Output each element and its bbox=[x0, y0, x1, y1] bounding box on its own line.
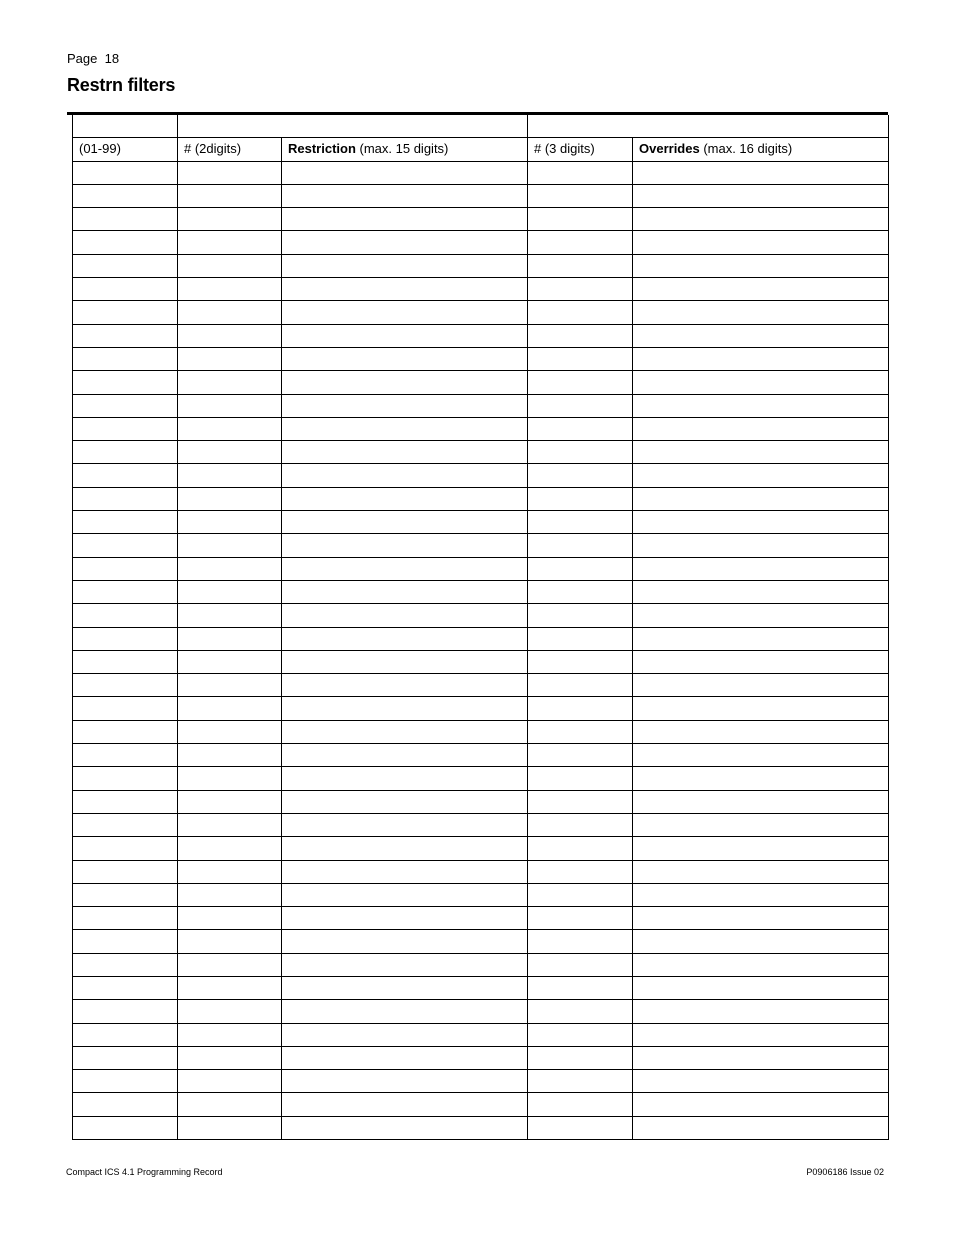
overrides-cell bbox=[633, 231, 889, 254]
restriction-cell bbox=[282, 184, 528, 207]
override-number-cell bbox=[528, 231, 633, 254]
restriction-cell bbox=[282, 627, 528, 650]
restriction-cell bbox=[282, 487, 528, 510]
overrides-cell bbox=[633, 557, 889, 580]
override-number-cell bbox=[528, 860, 633, 883]
restriction-number-cell bbox=[178, 417, 282, 440]
filter-number-cell bbox=[73, 604, 178, 627]
overrides-cell bbox=[633, 953, 889, 976]
filter-number-cell bbox=[73, 650, 178, 673]
override-number-cell bbox=[528, 907, 633, 930]
restriction-cell bbox=[282, 813, 528, 836]
restriction-number-cell bbox=[178, 650, 282, 673]
restriction-cell bbox=[282, 464, 528, 487]
override-number-cell bbox=[528, 883, 633, 906]
overrides-cell bbox=[633, 184, 889, 207]
restriction-number-cell bbox=[178, 394, 282, 417]
restriction-number-cell bbox=[178, 184, 282, 207]
column-header-restriction bbox=[282, 138, 528, 161]
override-number-cell bbox=[528, 650, 633, 673]
filter-number-cell bbox=[73, 394, 178, 417]
column-header-note: (max. 16 digits) bbox=[699, 141, 793, 157]
footer-document-title: Compact ICS 4.1 Programming Record bbox=[66, 1167, 223, 1177]
overrides-cell bbox=[633, 907, 889, 930]
restriction-number-cell bbox=[178, 1023, 282, 1046]
overrides-cell bbox=[633, 1116, 889, 1139]
override-number-cell bbox=[528, 604, 633, 627]
restriction-number-cell bbox=[178, 860, 282, 883]
overrides-cell bbox=[633, 208, 889, 231]
override-number-cell bbox=[528, 837, 633, 860]
overrides-cell bbox=[633, 837, 889, 860]
overrides-cell bbox=[633, 720, 889, 743]
restriction-cell bbox=[282, 161, 528, 184]
override-number-cell bbox=[528, 674, 633, 697]
override-number-cell bbox=[528, 1093, 633, 1116]
filter-number-cell bbox=[73, 976, 178, 999]
restriction-cell bbox=[282, 907, 528, 930]
overrides-cell bbox=[633, 417, 889, 440]
restriction-cell bbox=[282, 650, 528, 673]
column-header-row bbox=[73, 138, 889, 161]
table-row bbox=[73, 720, 889, 743]
filter-number-cell bbox=[73, 417, 178, 440]
restriction-number-cell bbox=[178, 883, 282, 906]
restriction-number-cell bbox=[178, 534, 282, 557]
override-number-cell bbox=[528, 441, 633, 464]
overrides-cell bbox=[633, 883, 889, 906]
restriction-number-cell bbox=[178, 976, 282, 999]
column-header-note: (max. 15 digits) bbox=[355, 141, 449, 157]
restriction-cell bbox=[282, 720, 528, 743]
override-number-cell bbox=[528, 534, 633, 557]
override-number-cell bbox=[528, 813, 633, 836]
filter-number-cell bbox=[73, 278, 178, 301]
table-row bbox=[73, 1000, 889, 1023]
filter-number-cell bbox=[73, 720, 178, 743]
table-row bbox=[73, 580, 889, 603]
table-row bbox=[73, 790, 889, 813]
restriction-number-cell bbox=[178, 557, 282, 580]
overrides-cell bbox=[633, 1046, 889, 1069]
overrides-cell bbox=[633, 278, 889, 301]
filter-number-cell bbox=[73, 883, 178, 906]
overrides-cell bbox=[633, 487, 889, 510]
restriction-cell bbox=[282, 254, 528, 277]
restriction-cell bbox=[282, 347, 528, 370]
filter-number-cell bbox=[73, 464, 178, 487]
overrides-cell bbox=[633, 324, 889, 347]
override-number-cell bbox=[528, 744, 633, 767]
restriction-cell bbox=[282, 790, 528, 813]
restriction-number-cell bbox=[178, 767, 282, 790]
filter-number-cell bbox=[73, 837, 178, 860]
restriction-cell bbox=[282, 394, 528, 417]
filter-number-cell bbox=[73, 254, 178, 277]
restriction-number-cell bbox=[178, 930, 282, 953]
column-header-override-number bbox=[528, 138, 633, 161]
overrides-cell bbox=[633, 860, 889, 883]
overrides-cell bbox=[633, 254, 889, 277]
restriction-number-cell bbox=[178, 744, 282, 767]
column-header-label: # (2digits) bbox=[184, 141, 242, 157]
filter-number-cell bbox=[73, 1093, 178, 1116]
filter-number-cell bbox=[73, 674, 178, 697]
filter-number-cell bbox=[73, 930, 178, 953]
restriction-number-cell bbox=[178, 627, 282, 650]
table-row bbox=[73, 930, 889, 953]
table-row bbox=[73, 744, 889, 767]
overrides-cell bbox=[633, 1000, 889, 1023]
overrides-cell bbox=[633, 650, 889, 673]
override-number-cell bbox=[528, 720, 633, 743]
page-number: Page 18 bbox=[67, 51, 120, 66]
override-number-cell bbox=[528, 1046, 633, 1069]
overrides-cell bbox=[633, 976, 889, 999]
filter-number-cell bbox=[73, 790, 178, 813]
override-number-cell bbox=[528, 697, 633, 720]
filter-number-cell bbox=[73, 1023, 178, 1046]
table-row bbox=[73, 487, 889, 510]
restriction-cell bbox=[282, 1046, 528, 1069]
column-header-filter-number bbox=[73, 138, 178, 161]
filter-number-cell bbox=[73, 184, 178, 207]
restriction-cell bbox=[282, 417, 528, 440]
table-row bbox=[73, 767, 889, 790]
restriction-cell bbox=[282, 1000, 528, 1023]
restriction-number-cell bbox=[178, 511, 282, 534]
overrides-cell bbox=[633, 347, 889, 370]
override-number-cell bbox=[528, 278, 633, 301]
restriction-cell bbox=[282, 557, 528, 580]
table-row bbox=[73, 534, 889, 557]
table-row bbox=[73, 674, 889, 697]
filter-number-cell bbox=[73, 441, 178, 464]
override-number-cell bbox=[528, 627, 633, 650]
table-row bbox=[73, 441, 889, 464]
restriction-number-cell bbox=[178, 161, 282, 184]
overrides-cell bbox=[633, 627, 889, 650]
override-number-cell bbox=[528, 347, 633, 370]
table-row bbox=[73, 161, 889, 184]
restriction-cell bbox=[282, 278, 528, 301]
group-header-row bbox=[73, 115, 889, 138]
filter-number-cell bbox=[73, 907, 178, 930]
table-row bbox=[73, 837, 889, 860]
restriction-number-cell bbox=[178, 278, 282, 301]
group-header-filter bbox=[73, 115, 178, 138]
restriction-number-cell bbox=[178, 301, 282, 324]
restriction-number-cell bbox=[178, 907, 282, 930]
table-row bbox=[73, 697, 889, 720]
restriction-cell bbox=[282, 1093, 528, 1116]
table-row bbox=[73, 1023, 889, 1046]
restriction-number-cell bbox=[178, 208, 282, 231]
table-row bbox=[73, 511, 889, 534]
table-row bbox=[73, 860, 889, 883]
restriction-number-cell bbox=[178, 347, 282, 370]
override-number-cell bbox=[528, 790, 633, 813]
restriction-cell bbox=[282, 697, 528, 720]
filter-number-cell bbox=[73, 371, 178, 394]
table-row bbox=[73, 208, 889, 231]
override-number-cell bbox=[528, 161, 633, 184]
table-row bbox=[73, 953, 889, 976]
table-row bbox=[73, 976, 889, 999]
restriction-number-cell bbox=[178, 464, 282, 487]
overrides-cell bbox=[633, 813, 889, 836]
filter-number-cell bbox=[73, 744, 178, 767]
restriction-number-cell bbox=[178, 324, 282, 347]
table-row bbox=[73, 254, 889, 277]
column-header-overrides bbox=[633, 138, 889, 161]
restriction-cell bbox=[282, 1023, 528, 1046]
footer-document-id: P0906186 Issue 02 bbox=[806, 1167, 884, 1177]
override-number-cell bbox=[528, 371, 633, 394]
override-number-cell bbox=[528, 580, 633, 603]
restriction-number-cell bbox=[178, 371, 282, 394]
restriction-number-cell bbox=[178, 231, 282, 254]
override-number-cell bbox=[528, 1023, 633, 1046]
overrides-cell bbox=[633, 790, 889, 813]
table-row bbox=[73, 1093, 889, 1116]
overrides-cell bbox=[633, 441, 889, 464]
overrides-cell bbox=[633, 161, 889, 184]
filter-number-cell bbox=[73, 860, 178, 883]
restriction-number-cell bbox=[178, 1070, 282, 1093]
restriction-cell bbox=[282, 324, 528, 347]
overrides-cell bbox=[633, 1023, 889, 1046]
filter-number-cell bbox=[73, 161, 178, 184]
table-row bbox=[73, 231, 889, 254]
restriction-number-cell bbox=[178, 487, 282, 510]
override-number-cell bbox=[528, 208, 633, 231]
override-number-cell bbox=[528, 301, 633, 324]
override-number-cell bbox=[528, 1000, 633, 1023]
group-header-restriction bbox=[178, 115, 528, 138]
table-row bbox=[73, 184, 889, 207]
override-number-cell bbox=[528, 767, 633, 790]
restriction-cell bbox=[282, 441, 528, 464]
restriction-cell bbox=[282, 511, 528, 534]
filter-number-cell bbox=[73, 627, 178, 650]
restriction-number-cell bbox=[178, 604, 282, 627]
override-number-cell bbox=[528, 953, 633, 976]
filter-number-cell bbox=[73, 511, 178, 534]
overrides-cell bbox=[633, 674, 889, 697]
table-row bbox=[73, 417, 889, 440]
overrides-cell bbox=[633, 744, 889, 767]
filter-number-cell bbox=[73, 953, 178, 976]
table-row bbox=[73, 907, 889, 930]
override-number-cell bbox=[528, 184, 633, 207]
overrides-cell bbox=[633, 1070, 889, 1093]
filter-number-cell bbox=[73, 813, 178, 836]
restriction-number-cell bbox=[178, 1093, 282, 1116]
table-row bbox=[73, 278, 889, 301]
override-number-cell bbox=[528, 487, 633, 510]
restriction-cell bbox=[282, 371, 528, 394]
column-header-restriction-number bbox=[178, 138, 282, 161]
restriction-cell bbox=[282, 301, 528, 324]
filter-number-cell bbox=[73, 697, 178, 720]
overrides-cell bbox=[633, 464, 889, 487]
table-row bbox=[73, 1116, 889, 1139]
filter-number-cell bbox=[73, 534, 178, 557]
group-header-override bbox=[528, 115, 889, 138]
override-number-cell bbox=[528, 557, 633, 580]
restriction-cell bbox=[282, 744, 528, 767]
restriction-number-cell bbox=[178, 813, 282, 836]
overrides-cell bbox=[633, 930, 889, 953]
overrides-cell bbox=[633, 1093, 889, 1116]
restriction-number-cell bbox=[178, 1046, 282, 1069]
override-number-cell bbox=[528, 511, 633, 534]
restriction-number-cell bbox=[178, 837, 282, 860]
restriction-number-cell bbox=[178, 580, 282, 603]
filter-number-cell bbox=[73, 1070, 178, 1093]
table-row bbox=[73, 813, 889, 836]
column-header-label: (01-99) bbox=[79, 141, 121, 157]
restriction-number-cell bbox=[178, 790, 282, 813]
overrides-cell bbox=[633, 767, 889, 790]
restriction-cell bbox=[282, 976, 528, 999]
restriction-filters-table bbox=[72, 115, 889, 1140]
restriction-number-cell bbox=[178, 1116, 282, 1139]
filter-number-cell bbox=[73, 231, 178, 254]
filter-number-cell bbox=[73, 208, 178, 231]
restriction-cell bbox=[282, 604, 528, 627]
filter-number-cell bbox=[73, 301, 178, 324]
overrides-cell bbox=[633, 371, 889, 394]
filter-number-cell bbox=[73, 324, 178, 347]
filter-number-cell bbox=[73, 487, 178, 510]
table-row bbox=[73, 464, 889, 487]
restriction-number-cell bbox=[178, 697, 282, 720]
table-row bbox=[73, 883, 889, 906]
table-row bbox=[73, 1070, 889, 1093]
overrides-cell bbox=[633, 534, 889, 557]
restriction-cell bbox=[282, 580, 528, 603]
overrides-cell bbox=[633, 301, 889, 324]
table-row bbox=[73, 650, 889, 673]
filter-number-cell bbox=[73, 1000, 178, 1023]
table-row bbox=[73, 347, 889, 370]
restriction-cell bbox=[282, 534, 528, 557]
restriction-number-cell bbox=[178, 1000, 282, 1023]
filter-number-cell bbox=[73, 1046, 178, 1069]
override-number-cell bbox=[528, 976, 633, 999]
table-row bbox=[73, 301, 889, 324]
overrides-cell bbox=[633, 604, 889, 627]
restriction-cell bbox=[282, 1070, 528, 1093]
table-row bbox=[73, 1046, 889, 1069]
table-row bbox=[73, 371, 889, 394]
override-number-cell bbox=[528, 417, 633, 440]
override-number-cell bbox=[528, 324, 633, 347]
restriction-cell bbox=[282, 953, 528, 976]
override-number-cell bbox=[528, 1070, 633, 1093]
overrides-cell bbox=[633, 580, 889, 603]
filter-number-cell bbox=[73, 347, 178, 370]
table-row bbox=[73, 324, 889, 347]
restriction-cell bbox=[282, 860, 528, 883]
restriction-cell bbox=[282, 231, 528, 254]
override-number-cell bbox=[528, 464, 633, 487]
table-row bbox=[73, 557, 889, 580]
overrides-cell bbox=[633, 697, 889, 720]
filter-number-cell bbox=[73, 767, 178, 790]
restriction-cell bbox=[282, 674, 528, 697]
restriction-number-cell bbox=[178, 953, 282, 976]
table-row bbox=[73, 604, 889, 627]
overrides-cell bbox=[633, 394, 889, 417]
table-row bbox=[73, 627, 889, 650]
filter-number-cell bbox=[73, 557, 178, 580]
override-number-cell bbox=[528, 930, 633, 953]
restriction-cell bbox=[282, 930, 528, 953]
restriction-number-cell bbox=[178, 674, 282, 697]
restriction-cell bbox=[282, 883, 528, 906]
restriction-cell bbox=[282, 1116, 528, 1139]
filter-number-cell bbox=[73, 580, 178, 603]
override-number-cell bbox=[528, 1116, 633, 1139]
restriction-number-cell bbox=[178, 254, 282, 277]
restriction-cell bbox=[282, 767, 528, 790]
override-number-cell bbox=[528, 394, 633, 417]
overrides-cell bbox=[633, 511, 889, 534]
restriction-number-cell bbox=[178, 441, 282, 464]
table-row bbox=[73, 394, 889, 417]
override-number-cell bbox=[528, 254, 633, 277]
restriction-cell bbox=[282, 837, 528, 860]
column-header-emphasis: Overrides bbox=[639, 141, 700, 157]
column-header-emphasis: Restriction bbox=[288, 141, 356, 157]
column-header-label: # (3 digits) bbox=[534, 141, 595, 157]
restriction-cell bbox=[282, 208, 528, 231]
page-title: Restrn filters bbox=[67, 75, 176, 95]
filter-number-cell bbox=[73, 1116, 178, 1139]
restriction-number-cell bbox=[178, 720, 282, 743]
